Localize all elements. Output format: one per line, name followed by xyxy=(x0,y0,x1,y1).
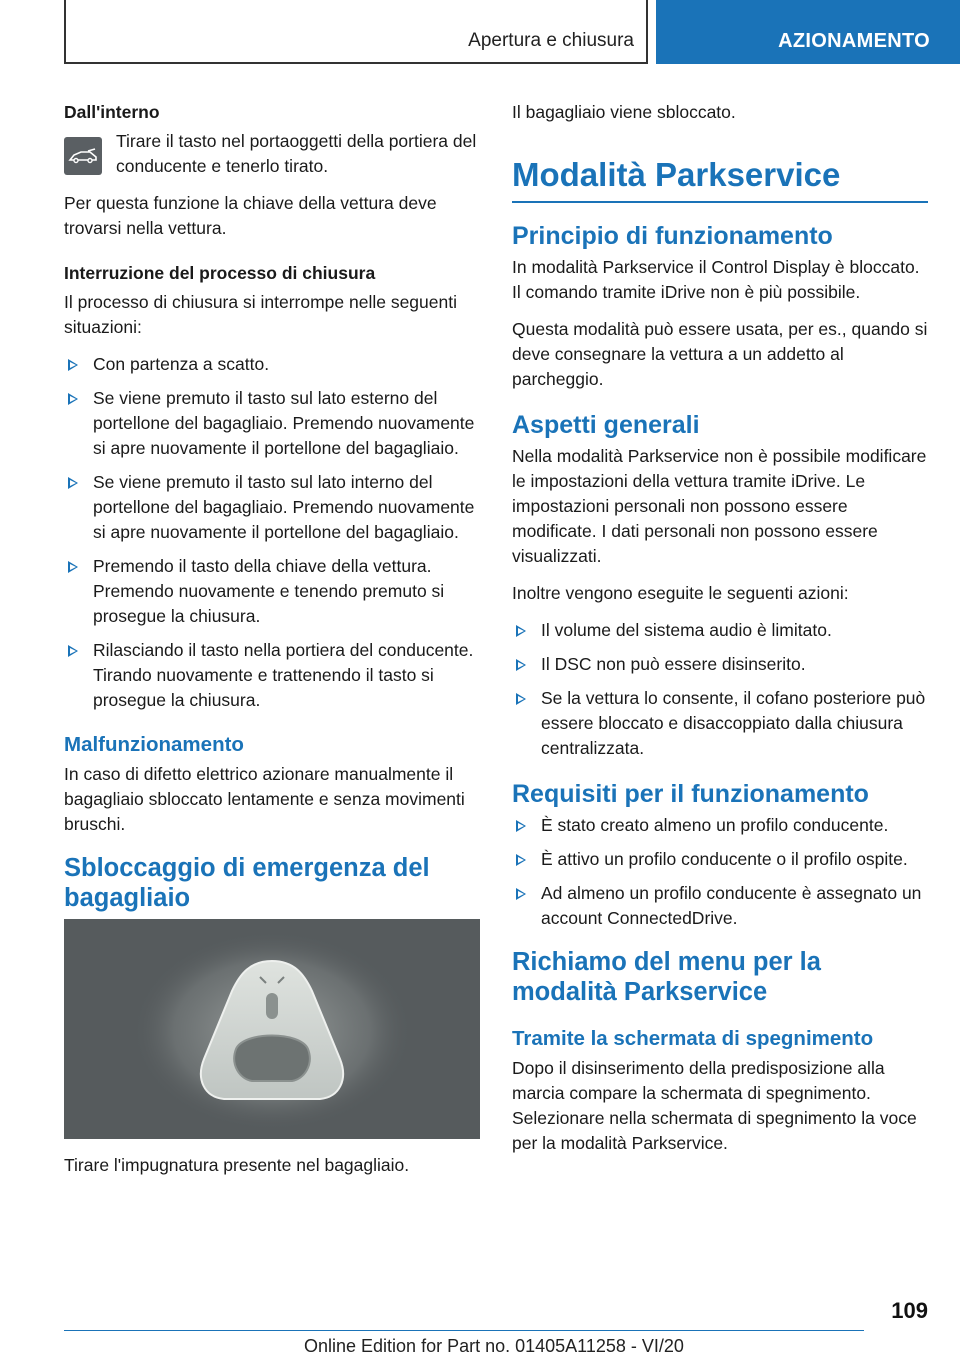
aspetti-heading: Aspetti generali xyxy=(512,411,700,439)
list-item xyxy=(64,638,480,713)
list-item-text: Se viene premuto il tasto sul lato esterno del portellone del bagagliaio. Premendo nuovamente si apre nuovamente il portellone del bagagliaio. xyxy=(93,388,475,458)
key-note: Per questa funzione la chiave della vettura deve trovarsi nella vettura. xyxy=(64,193,437,238)
principio-heading: Principio di funzionamento xyxy=(512,222,833,250)
list-item-text: Il volume del sistema audio è limitato. xyxy=(541,620,832,640)
interruzione-intro: Il processo di chiusura si interrompe nelle seguenti situazioni: xyxy=(64,292,457,337)
dall-interno-instruction xyxy=(64,129,480,179)
interruzione-list xyxy=(64,352,480,713)
list-item-text: Se la vettura lo consente, il cofano posteriore può essere bloccato e disaccoppiato dalla chiusura centralizzata. xyxy=(541,688,926,758)
triangle-bullet-icon xyxy=(68,393,78,405)
triangle-bullet-icon xyxy=(516,820,526,832)
emergency-release-photo xyxy=(64,919,480,1139)
page-number: 109 xyxy=(891,1298,928,1323)
triangle-bullet-icon xyxy=(516,888,526,900)
interruzione-heading: Interruzione del processo di chiusura xyxy=(64,263,376,283)
aspetti-paragraph-2: Inoltre vengono eseguite le seguenti azioni: xyxy=(512,583,849,603)
list-item xyxy=(512,847,928,872)
richiamo-heading: Richiamo del menu per la modalità Parkservice xyxy=(512,948,821,1006)
aspetti-list xyxy=(512,618,928,761)
triangle-bullet-icon xyxy=(68,561,78,573)
list-item-text: Rilasciando il tasto nella portiera del conducente. Tirando nuovamente e trattenendo il tasto si prosegue la chiusura. xyxy=(93,640,474,710)
list-item-text: Con partenza a scatto. xyxy=(93,354,270,374)
sblocco-heading: Sbloccaggio di emergenza del bagagliaio xyxy=(64,854,430,912)
list-item xyxy=(512,881,928,931)
triangle-bullet-icon xyxy=(516,659,526,671)
list-item-text: Il DSC non può essere disinserito. xyxy=(541,654,806,674)
footer-divider xyxy=(64,1330,864,1331)
header-chapter-title: AZIONAMENTO xyxy=(778,30,930,52)
list-item-text: È attivo un profilo conducente o il profilo ospite. xyxy=(541,849,908,869)
list-item-text: Ad almeno un profilo conducente è assegnato un account ConnectedDrive. xyxy=(541,883,922,928)
triangle-bullet-icon xyxy=(516,693,526,705)
principio-paragraph-2: Questa modalità può essere usata, per es., quando si deve consegnare la vettura a un addetto al parcheggio. xyxy=(512,319,928,389)
footer-edition: Online Edition for Part no. 01405A11258 - VI/20 xyxy=(304,1336,684,1356)
list-item xyxy=(512,652,928,677)
list-item-text: È stato creato almeno un profilo conducente. xyxy=(541,815,889,835)
requisiti-list xyxy=(512,813,928,931)
triangle-bullet-icon xyxy=(68,359,78,371)
list-item xyxy=(64,352,480,377)
list-item-text: Premendo il tasto della chiave della vettura. Premendo nuovamente e tenendo premuto si prosegue la chiusura. xyxy=(93,556,445,626)
right-column xyxy=(512,100,928,1168)
aspetti-paragraph-1: Nella modalità Parkservice non è possibile modificare le impostazioni della vettura tramite iDrive. Le impostazioni personali non possono essere modificate. I dati personali non possono essere visualizzati. xyxy=(512,446,927,566)
tramite-heading: Tramite la schermata di spegnimento xyxy=(512,1027,874,1050)
header-section-box xyxy=(64,0,648,64)
malfunzionamento-text: In caso di difetto elettrico azionare manualmente il bagagliaio sbloccato lentamente e senza movimenti bruschi. xyxy=(64,764,465,834)
dall-interno-heading: Dall'interno xyxy=(64,102,160,122)
triangle-bullet-icon xyxy=(516,625,526,637)
parkservice-heading: Modalità Parkservice xyxy=(512,155,928,203)
triangle-bullet-icon xyxy=(68,477,78,489)
list-item xyxy=(64,386,480,461)
list-item xyxy=(512,686,928,761)
left-column xyxy=(64,100,480,1190)
list-item xyxy=(512,618,928,643)
malfunzionamento-heading: Malfunzionamento xyxy=(64,733,244,756)
header-section-title: Apertura e chiusura xyxy=(468,30,634,51)
list-item xyxy=(64,554,480,629)
requisiti-heading: Requisiti per il funzionamento xyxy=(512,780,869,808)
dall-interno-text: Tirare il tasto nel portaoggetti della portiera del conducente e tenerlo tirato. xyxy=(116,131,477,176)
list-item xyxy=(512,813,928,838)
triangle-bullet-icon xyxy=(68,645,78,657)
unlocked-text: Il bagagliaio viene sbloccato. xyxy=(512,102,736,122)
photo-caption: Tirare l'impugnatura presente nel bagagliaio. xyxy=(64,1155,410,1175)
list-item-text: Se viene premuto il tasto sul lato interno del portellone del bagagliaio. Premendo nuovamente si apre nuovamente il portellone del bagagliaio. xyxy=(93,472,475,542)
car-trunk-icon xyxy=(64,137,102,175)
header-chapter-tab xyxy=(656,0,960,64)
triangle-bullet-icon xyxy=(516,854,526,866)
principio-paragraph-1: In modalità Parkservice il Control Display è bloccato. Il comando tramite iDrive non è più possibile. xyxy=(512,257,920,302)
tramite-text: Dopo il disinserimento della predisposizione alla marcia compare la schermata di spegnimento. Selezionare nella schermata di spegnimento la voce per la modalità Parkservice. xyxy=(512,1058,917,1153)
list-item xyxy=(64,470,480,545)
